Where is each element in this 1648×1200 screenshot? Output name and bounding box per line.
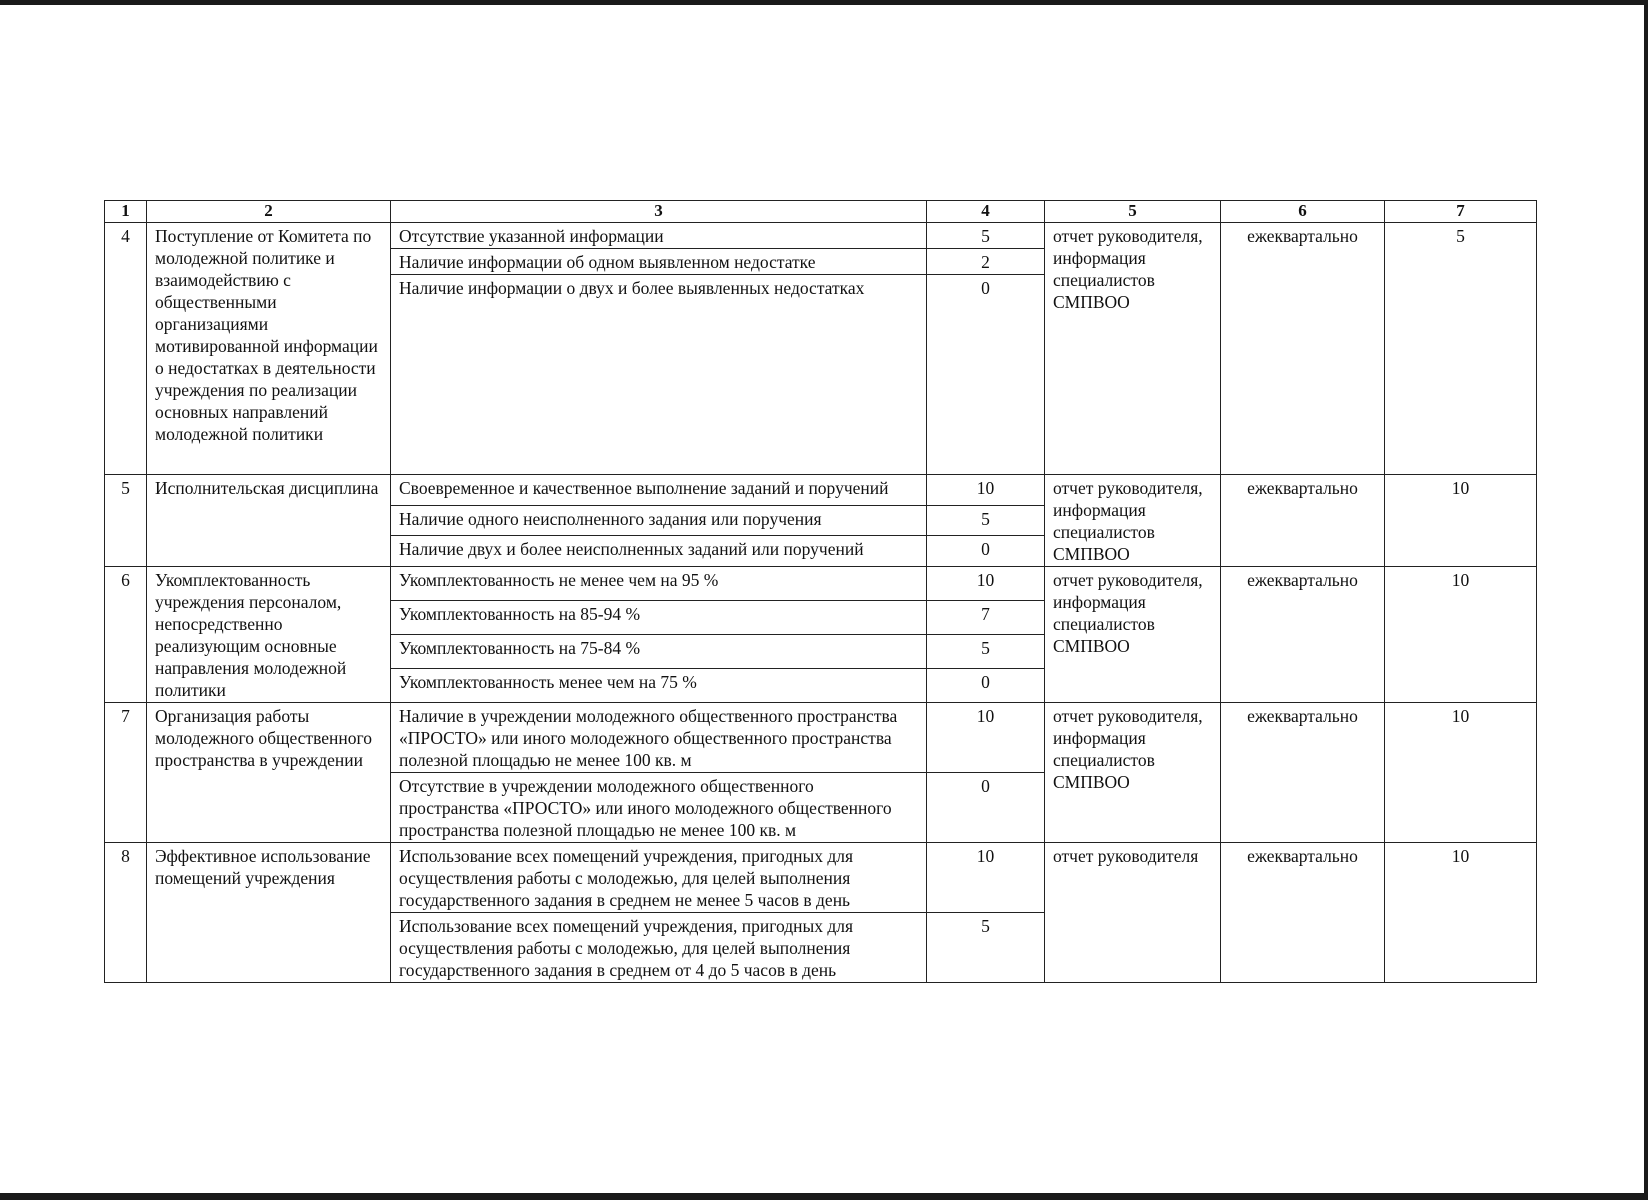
table-body [105,201,1537,983]
table-row [105,567,1537,601]
header-cell-2: 2 [147,201,391,223]
condition-score: 7 [927,601,1045,635]
condition-text: Укомплектованность менее чем на 75 % [391,669,927,703]
data-source: отчет руководителя [1045,843,1221,983]
periodicity: ежеквартально [1221,475,1385,567]
condition-text: Укомплектованность на 85-94 % [391,601,927,635]
header-cell-4: 4 [927,201,1045,223]
header-row [105,201,1537,223]
criterion-name: Исполнительская дисциплина [147,475,391,567]
condition-score: 2 [927,249,1045,275]
max-score: 5 [1385,223,1537,475]
table-row [105,223,1537,249]
table-row [105,843,1537,913]
header-cell-6: 6 [1221,201,1385,223]
scan-border-top [0,0,1648,5]
row-number: 4 [105,223,147,475]
row-number: 7 [105,703,147,843]
condition-text: Своевременное и качественное выполнение заданий и поручений [391,475,927,506]
condition-score: 10 [927,475,1045,506]
row-number: 8 [105,843,147,983]
criterion-name: Поступление от Комитета по молодежной политике и взаимодействию с общественными организациями мотивированной информации о недостатках в деятельности учреждения по реализации основных направлений молодежной политики [147,223,391,475]
condition-score: 5 [927,223,1045,249]
scan-border-bottom [0,1193,1648,1200]
criteria-table [104,200,1537,983]
scan-border-right [1644,0,1648,1200]
condition-text: Укомплектованность на 75-84 % [391,635,927,669]
criterion-name: Укомплектованность учреждения персоналом, непосредственно реализующим основные направления молодежной политики [147,567,391,703]
header-cell-3: 3 [391,201,927,223]
data-source: отчет руководителя, информация специалистов СМПВОО [1045,223,1221,475]
max-score: 10 [1385,703,1537,843]
condition-text: Наличие информации о двух и более выявленных недостатках [391,275,927,475]
condition-score: 10 [927,567,1045,601]
condition-text: Использование всех помещений учреждения, пригодных для осуществления работы с молодежью, для целей выполнения государственного задания в среднем не менее 5 часов в день [391,843,927,913]
data-source: отчет руководителя, информация специалистов СМПВОО [1045,567,1221,703]
condition-text: Использование всех помещений учреждения, пригодных для осуществления работы с молодежью, для целей выполнения государственного задания в среднем от 4 до 5 часов в день [391,913,927,983]
periodicity: ежеквартально [1221,223,1385,475]
condition-text: Наличие одного неисполненного задания или поручения [391,505,927,536]
condition-text: Наличие двух и более неисполненных заданий или поручений [391,536,927,567]
condition-score: 0 [927,669,1045,703]
condition-score: 5 [927,913,1045,983]
criterion-name: Эффективное использование помещений учреждения [147,843,391,983]
table-row [105,703,1537,773]
data-source: отчет руководителя, информация специалистов СМПВОО [1045,703,1221,843]
criterion-name: Организация работы молодежного общественного пространства в учреждении [147,703,391,843]
row-number: 6 [105,567,147,703]
condition-score: 5 [927,635,1045,669]
condition-score: 10 [927,703,1045,773]
condition-score: 0 [927,773,1045,843]
condition-text: Наличие информации об одном выявленном недостатке [391,249,927,275]
condition-text: Отсутствие в учреждении молодежного общественного пространства «ПРОСТО» или иного молодежного общественного пространства полезной площадью не менее 100 кв. м [391,773,927,843]
condition-score: 5 [927,505,1045,536]
condition-text: Наличие в учреждении молодежного общественного пространства «ПРОСТО» или иного молодежного общественного пространства полезной площадью не менее 100 кв. м [391,703,927,773]
header-cell-1: 1 [105,201,147,223]
condition-score: 0 [927,275,1045,475]
periodicity: ежеквартально [1221,843,1385,983]
periodicity: ежеквартально [1221,567,1385,703]
table-row [105,475,1537,506]
max-score: 10 [1385,567,1537,703]
periodicity: ежеквартально [1221,703,1385,843]
row-number: 5 [105,475,147,567]
header-cell-7: 7 [1385,201,1537,223]
data-source: отчет руководителя, информация специалистов СМПВОО [1045,475,1221,567]
max-score: 10 [1385,843,1537,983]
condition-text: Отсутствие указанной информации [391,223,927,249]
condition-score: 10 [927,843,1045,913]
condition-text: Укомплектованность не менее чем на 95 % [391,567,927,601]
max-score: 10 [1385,475,1537,567]
condition-score: 0 [927,536,1045,567]
header-cell-5: 5 [1045,201,1221,223]
